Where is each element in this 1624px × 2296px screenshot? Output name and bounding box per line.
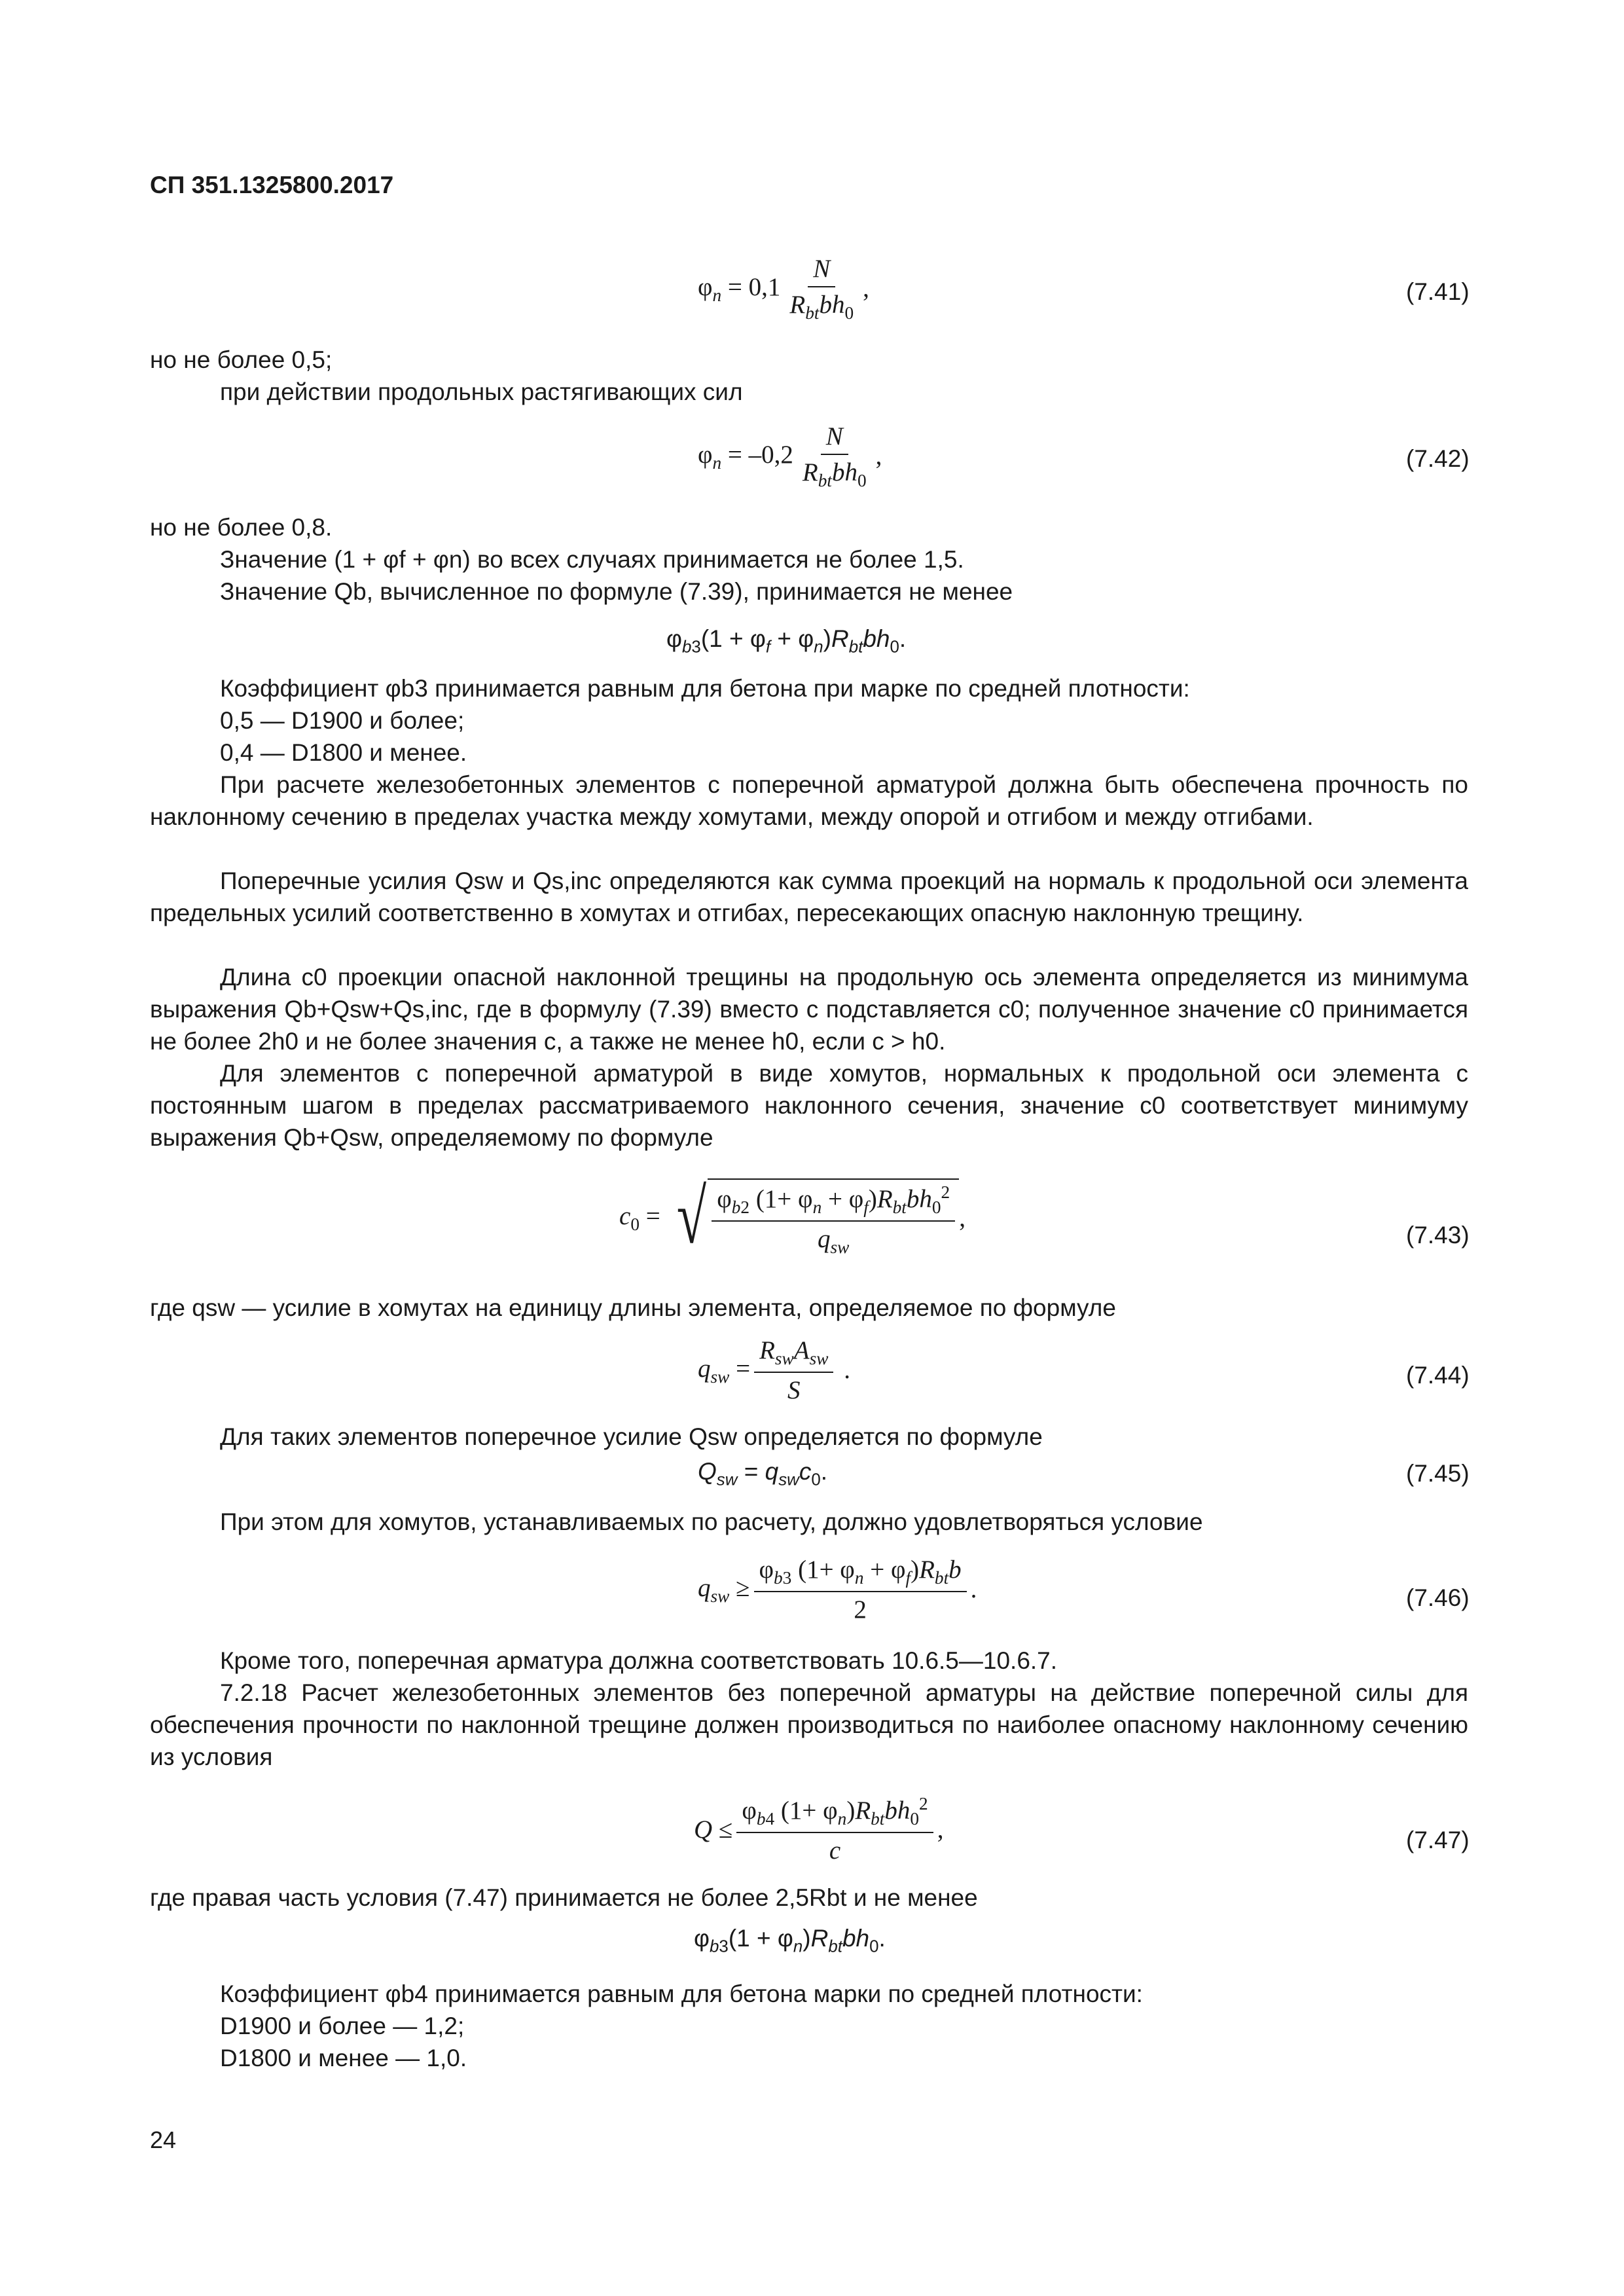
- formula-7-43: $c_0$ = √ $\frac{\varphi_{b2} (1+ \varphi_n + \varphi_f)R_{bt}bh_0^2}{q_{sw}}$ ,: [619, 1174, 965, 1260]
- text-p1: но не более 0,5;: [150, 346, 333, 373]
- text-p18: где правая часть условия (7.47) принимается не более 2,5Rbt и не менее: [150, 1884, 978, 1911]
- text-p12: Для элементов с поперечной арматурой в виде хомутов, нормальных к продольной оси элемента с постоянным шагом в пределах рассматриваемого наклонного сечения, значение c0 соответствует минимуму выражения Qb+Qsw, определяемому по формуле: [150, 1060, 1468, 1151]
- equation-number-7-47: (7.47): [1406, 1827, 1470, 1853]
- text-p20: D1900 и более — 1,2;: [220, 2013, 465, 2039]
- text-p10: Поперечные усилия Qsw и Qs,inc определяются как сумма проекций на нормаль к продольной оси элемента предельных усилий соответственно в хомутах и отгибах, пересекающих опасную наклонную трещину.: [150, 867, 1468, 926]
- text-p8: 0,4 — D1800 и менее.: [220, 739, 467, 766]
- text-p21: D1800 и менее — 1,0.: [220, 2045, 467, 2071]
- text-p2: при действии продольных растягивающих сил: [220, 378, 743, 405]
- page-number: 24: [150, 2126, 177, 2153]
- text-p7: 0,5 — D1900 и более;: [220, 707, 465, 734]
- formula-7-46: $q_{sw}$ ≥ $\frac{\varphi_{b3} (1+ \varphi_n + \varphi_f)R_{bt}b}{2}$ .: [698, 1556, 977, 1624]
- text-p5: Значение Qb, вычисленное по формуле (7.39), принимается не менее: [220, 578, 1013, 605]
- text-p13: где qsw — усилие в хомутах на единицу длины элемента, определяемое по формуле: [150, 1294, 1116, 1321]
- text-p14: Для таких элементов поперечное усилие Qsw определяется по формуле: [220, 1423, 1043, 1450]
- text-p9: При расчете железобетонных элементов с поперечной арматурой должна быть обеспечена прочность по наклонному сечению в пределах участка между хомутами, между опорой и отгибом и между отгибами.: [150, 771, 1468, 830]
- equation-number-7-42: (7.42): [1406, 445, 1470, 472]
- formula-7-47: Q ≤ $\frac{\varphi_{b4} (1+ \varphi_n)R_{bt}bh_0^2}{c}$ ,: [694, 1794, 944, 1865]
- text-p17: 7.2.18 Расчет железобетонных элементов без поперечной арматуры на действие поперечной силы для обеспечения прочности по наклонной трещине должен производиться по наиболее опасному наклонному сечению из условия: [150, 1679, 1468, 1770]
- text-p3: но не более 0,8.: [150, 514, 333, 541]
- text-p16: Кроме того, поперечная арматура должна соответствовать 10.6.5—10.6.7.: [220, 1647, 1058, 1674]
- equation-number-7-41: (7.41): [1406, 278, 1470, 305]
- text-p4: Значение (1 + φf + φn) во всех случаях принимается не более 1,5.: [220, 546, 964, 573]
- formula-7-44: $q_{sw}$ = $\frac{R_{sw}A_{sw}}{S}$ .: [698, 1336, 850, 1404]
- document-code-header: СП 351.1325800.2017: [150, 172, 394, 198]
- text-p6: Коэффициент φb3 принимается равным для бетона при марке по средней плотности:: [220, 675, 1190, 702]
- text-p15: При этом для хомутов, устанавливаемых по расчету, должно удовлетворяться условие: [220, 1508, 1203, 1535]
- formula-min-qb: $\varphi_{b3}(1 + \varphi_f + \varphi_n)R_{bt}bh_0$.: [666, 625, 907, 657]
- equation-number-7-43: (7.43): [1406, 1222, 1470, 1248]
- formula-min-q: $\varphi_{b3}(1 + \varphi_n)R_{bt}bh_0$.: [694, 1925, 886, 1956]
- text-p19: Коэффициент φb4 принимается равным для бетона марки по средней плотности:: [220, 1980, 1143, 2007]
- text-p11: Длина c0 проекции опасной наклонной трещины на продольную ось элемента определяется из минимума выражения Qb+Qsw+Qs,inc, где в формулу (7.39) вместо c подставляется c0; полученное значение c0 принимается не более 2h0 и не более значения c, а также не менее h0, если c > h0.: [150, 964, 1468, 1055]
- formula-7-42: $\varphi_n = -0,2$ $\frac{N}{R_{bt}bh_0}$ ,: [698, 422, 882, 490]
- equation-number-7-46: (7.46): [1406, 1584, 1470, 1611]
- formula-7-41: $\varphi_n = 0,1$ $\frac{N}{R_{bt}bh_0}$ ,: [698, 255, 869, 323]
- formula-7-45: $Q_{sw} = q_{sw}c_0$.: [698, 1458, 828, 1489]
- equation-number-7-44: (7.44): [1406, 1362, 1470, 1389]
- equation-number-7-45: (7.45): [1406, 1460, 1470, 1487]
